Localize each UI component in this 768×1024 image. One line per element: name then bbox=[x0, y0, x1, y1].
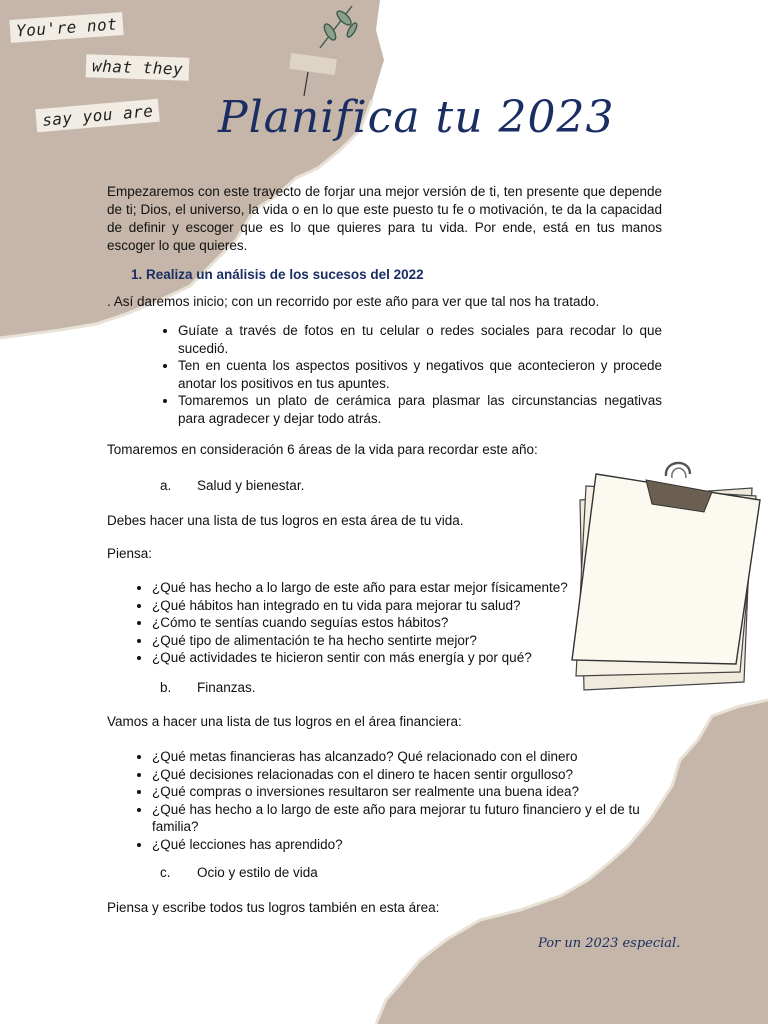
list-item: • ¿Qué has hecho a lo largo de este año para estar mejor físicamente? bbox=[152, 579, 612, 597]
area-a-label: Salud y bienestar. bbox=[197, 478, 305, 493]
list-item: • Guíate a través de fotos en tu celular o redes sociales para recodar lo que sucedió. bbox=[178, 322, 662, 357]
area-b-questions bbox=[128, 748, 686, 853]
intro-paragraph: Empezaremos con este trayecto de forjar una mejor versión de ti, ten presente que depende de ti; Dios, el universo, la vida o en lo que este puesto tu fe o motivación, te da la capacidad de definir y escoger que es lo que quieres para tu vida. Por ende, está en tus manos escoger lo que quieres. bbox=[107, 184, 662, 253]
list-item: • ¿Qué has hecho a lo largo de este año para mejorar tu futuro financiero y el de tu familia? bbox=[152, 801, 686, 836]
page-title: Planifica tu 2023 bbox=[218, 92, 615, 143]
list-item: • Tomaremos un plato de cerámica para plasmar las circunstancias negativas para agradecer y dejar todo atrás. bbox=[178, 392, 662, 427]
area-c-label: Ocio y estilo de vida bbox=[197, 865, 318, 880]
list-item: • ¿Qué tipo de alimentación te ha hecho sentirte mejor? bbox=[152, 632, 612, 650]
list-item: • ¿Qué actividades te hicieron sentir con más energía y por qué? bbox=[152, 649, 612, 667]
area-b-letter: b. bbox=[160, 680, 172, 695]
area-c-instruction: Piensa y escribe todos tus logros también en esta área: bbox=[107, 900, 440, 915]
list-item: • Ten en cuenta los aspectos positivos y negativos que acontecieron y procede anotar los positivos en tus apuntes. bbox=[178, 357, 662, 392]
area-a-heading bbox=[160, 478, 304, 493]
list-item: • ¿Qué compras o inversiones resultaron ser realmente una buena idea? bbox=[152, 783, 686, 801]
binder-clip-icon bbox=[646, 463, 712, 512]
area-a-letter: a. bbox=[160, 478, 172, 493]
area-b-heading bbox=[160, 680, 256, 695]
section-1-heading: 1. Realiza un análisis de los sucesos del 2022 bbox=[131, 267, 424, 282]
section-1-lead: . Así daremos inicio; con un recorrido por este año para ver que tal nos ha tratado. bbox=[107, 294, 600, 309]
footer-signature: Por un 2023 especial. bbox=[538, 936, 681, 951]
list-item: • ¿Cómo te sentías cuando seguías estos hábitos? bbox=[152, 614, 612, 632]
torn-paper-top bbox=[0, 0, 384, 338]
area-a-prompt: Piensa: bbox=[107, 546, 153, 561]
list-item: • ¿Qué decisiones relacionadas con el dinero te hacen sentir orgulloso? bbox=[152, 766, 686, 784]
list-item: • ¿Qué metas financieras has alcanzado? Qué relacionado con el dinero bbox=[152, 748, 686, 766]
area-b-label: Finanzas. bbox=[197, 680, 256, 695]
area-a-questions bbox=[128, 579, 612, 667]
quote-tag-line-1: You're not bbox=[9, 12, 124, 43]
area-b-instruction: Vamos a hacer una lista de tus logros en el área financiera: bbox=[107, 714, 462, 729]
areas-intro: Tomaremos en consideración 6 áreas de la vida para recordar este año: bbox=[107, 442, 538, 457]
quote-tag-line-2: what they bbox=[86, 54, 190, 81]
area-a-instruction: Debes hacer una lista de tus logros en esta área de tu vida. bbox=[107, 513, 464, 528]
section-1-list bbox=[154, 322, 662, 427]
area-c-letter: c. bbox=[160, 865, 171, 880]
list-item: • ¿Qué hábitos han integrado en tu vida para mejorar tu salud? bbox=[152, 597, 612, 615]
quote-tag-line-3: say you are bbox=[35, 99, 160, 133]
area-c-heading bbox=[160, 865, 318, 880]
list-item: • ¿Qué lecciones has aprendido? bbox=[152, 836, 686, 854]
